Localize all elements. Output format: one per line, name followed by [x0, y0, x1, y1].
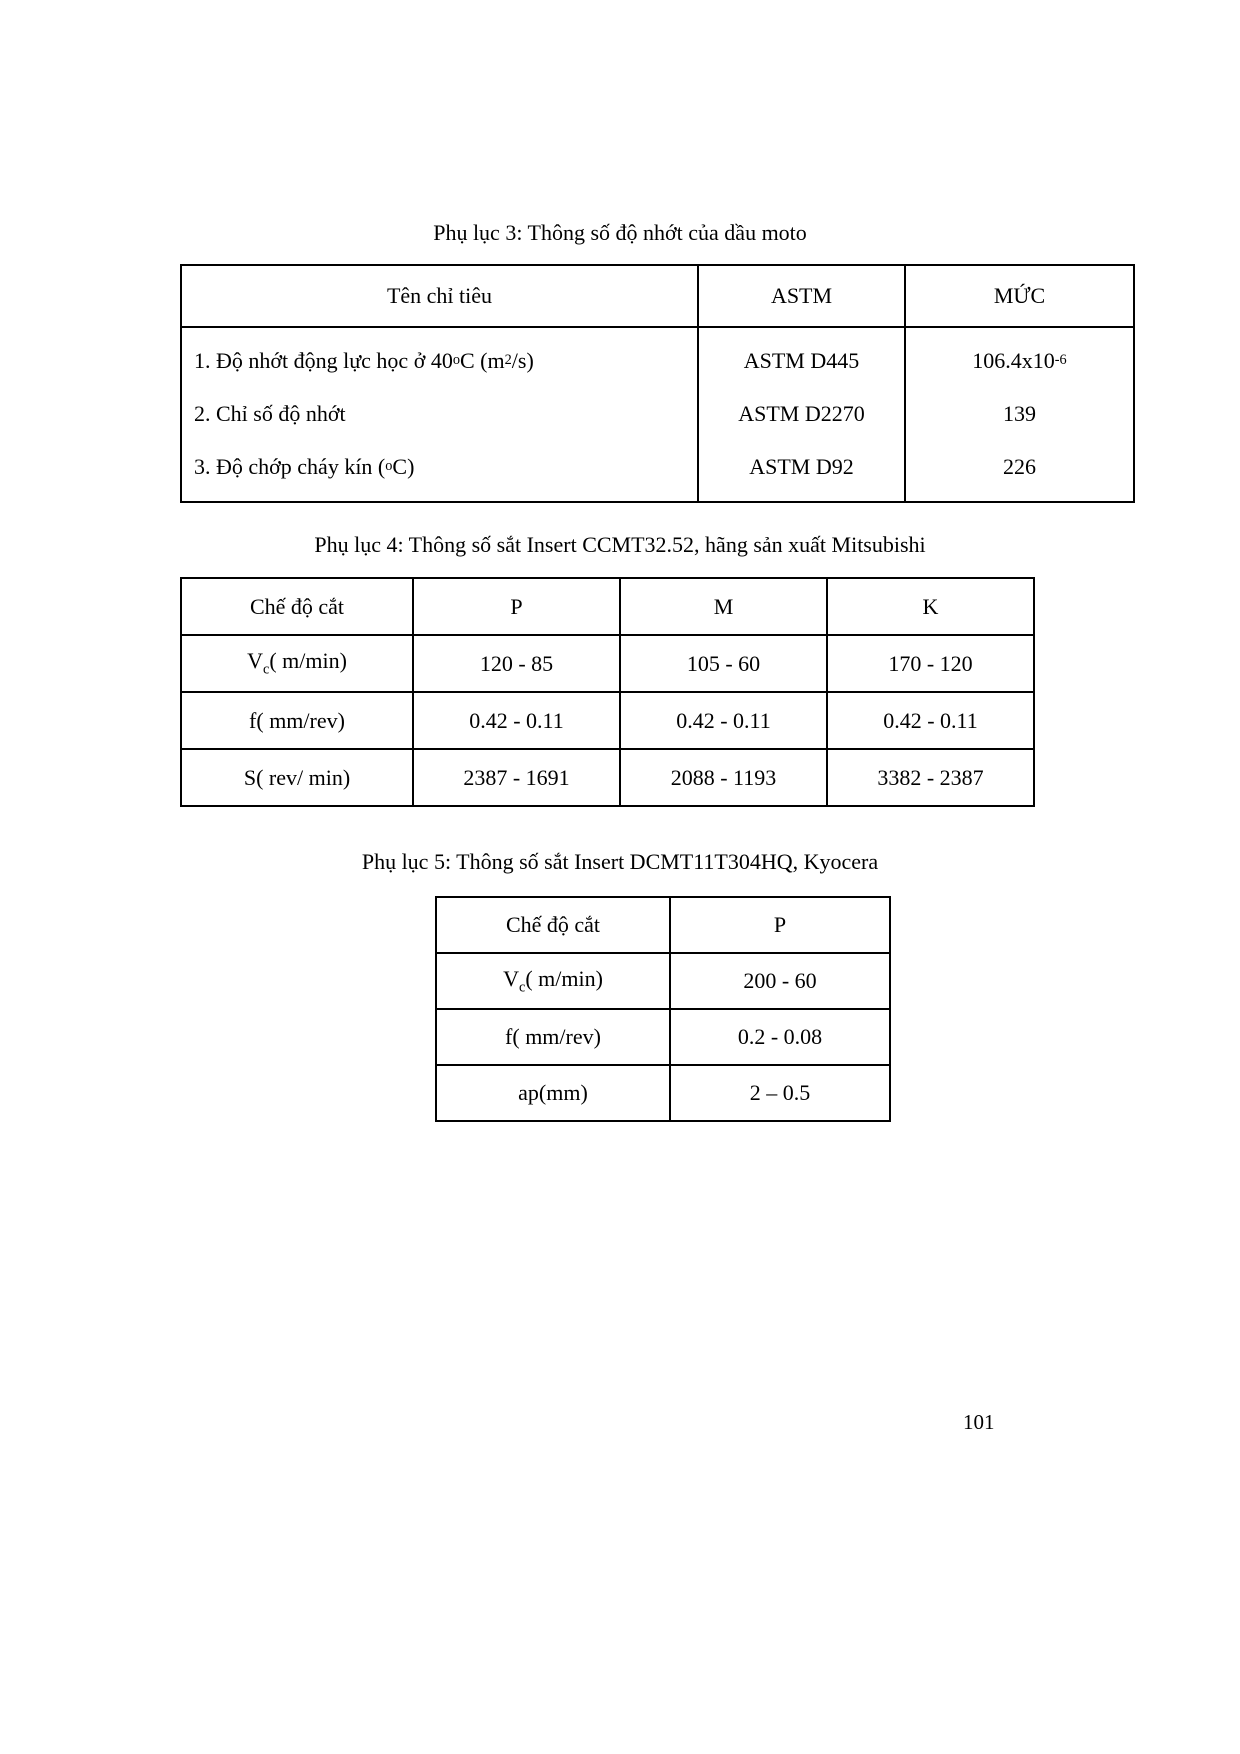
appendix-4-header-k: K [827, 578, 1034, 635]
table-row [181, 635, 1034, 692]
appendix-4-header-row [181, 578, 1034, 635]
cell-value: 2 – 0.5 [670, 1065, 890, 1121]
muc-value: 139 [1003, 400, 1036, 426]
criterion-name: 3. Độ chớp cháy kín ( o C) [194, 453, 415, 479]
appendix-4-title: Phụ lục 4: Thông số sắt Insert CCMT32.52, hãng sản xuất Mitsubishi [314, 532, 926, 557]
cell-value: 2387 - 1691 [413, 749, 620, 806]
cell-value: 0.2 - 0.08 [670, 1009, 890, 1065]
criterion-name: 1. Độ nhớt động lực học ở 40 o C (m 2 /s) [194, 347, 534, 373]
appendix-4-table [180, 577, 1035, 807]
muc-value: 226 [1003, 453, 1036, 479]
criterion-name: 2. Chỉ số độ nhớt [194, 400, 346, 426]
page-number: 101 [963, 1410, 995, 1434]
astm-standard: ASTM D2270 [738, 400, 865, 426]
appendix-4-header-mode: Chế độ cắt [181, 578, 413, 635]
muc-value: 106.4x10 -6 [972, 347, 1067, 373]
astm-standard: ASTM D92 [749, 453, 854, 479]
appendix-5-header-row [436, 897, 890, 953]
appendix-5-header-mode: Chế độ cắt [436, 897, 670, 953]
appendix-3-muc-cell [905, 327, 1134, 502]
appendix-5-table [435, 896, 891, 1122]
table-row [436, 1009, 890, 1065]
cell-value: 0.42 - 0.11 [413, 692, 620, 749]
appendix-3-title: Phụ lục 3: Thông số độ nhớt của dầu moto [433, 220, 807, 245]
cell-value: 2088 - 1193 [620, 749, 827, 806]
appendix-5-title: Phụ lục 5: Thông số sắt Insert DCMT11T304HQ, Kyocera [361, 849, 879, 874]
table-row [181, 692, 1034, 749]
appendix-3-header-astm: ASTM [698, 265, 905, 327]
appendix-3-table [180, 264, 1135, 503]
appendix-4-header-p: P [413, 578, 620, 635]
table-row [436, 1065, 890, 1121]
cell-value: 3382 - 2387 [827, 749, 1034, 806]
cell-value: 0.42 - 0.11 [827, 692, 1034, 749]
appendix-3-header-muc: MỨC [905, 265, 1134, 327]
table-row [436, 953, 890, 1009]
appendix-3-body-row [181, 327, 1134, 502]
cell-value: 120 - 85 [413, 635, 620, 692]
row-label: S( rev/ min) [181, 749, 413, 806]
appendix-3-header-criteria: Tên chỉ tiêu [181, 265, 698, 327]
cell-value: 105 - 60 [620, 635, 827, 692]
row-label: $V_c$( m/min) [436, 953, 670, 1009]
appendix-3-header-row [181, 265, 1134, 327]
table-row [181, 749, 1034, 806]
row-label: f( mm/rev) [436, 1009, 670, 1065]
cell-value: 200 - 60 [670, 953, 890, 1009]
row-label: f( mm/rev) [181, 692, 413, 749]
cell-value: 170 - 120 [827, 635, 1034, 692]
astm-standard: ASTM D445 [743, 347, 860, 373]
appendix-4-header-m: M [620, 578, 827, 635]
appendix-5-header-p: P [670, 897, 890, 953]
appendix-3-astm-cell [698, 327, 905, 502]
cell-value: 0.42 - 0.11 [620, 692, 827, 749]
row-label: ap(mm) [436, 1065, 670, 1121]
appendix-3-criteria-cell [181, 327, 698, 502]
row-label: $V_c$( m/min) [181, 635, 413, 692]
